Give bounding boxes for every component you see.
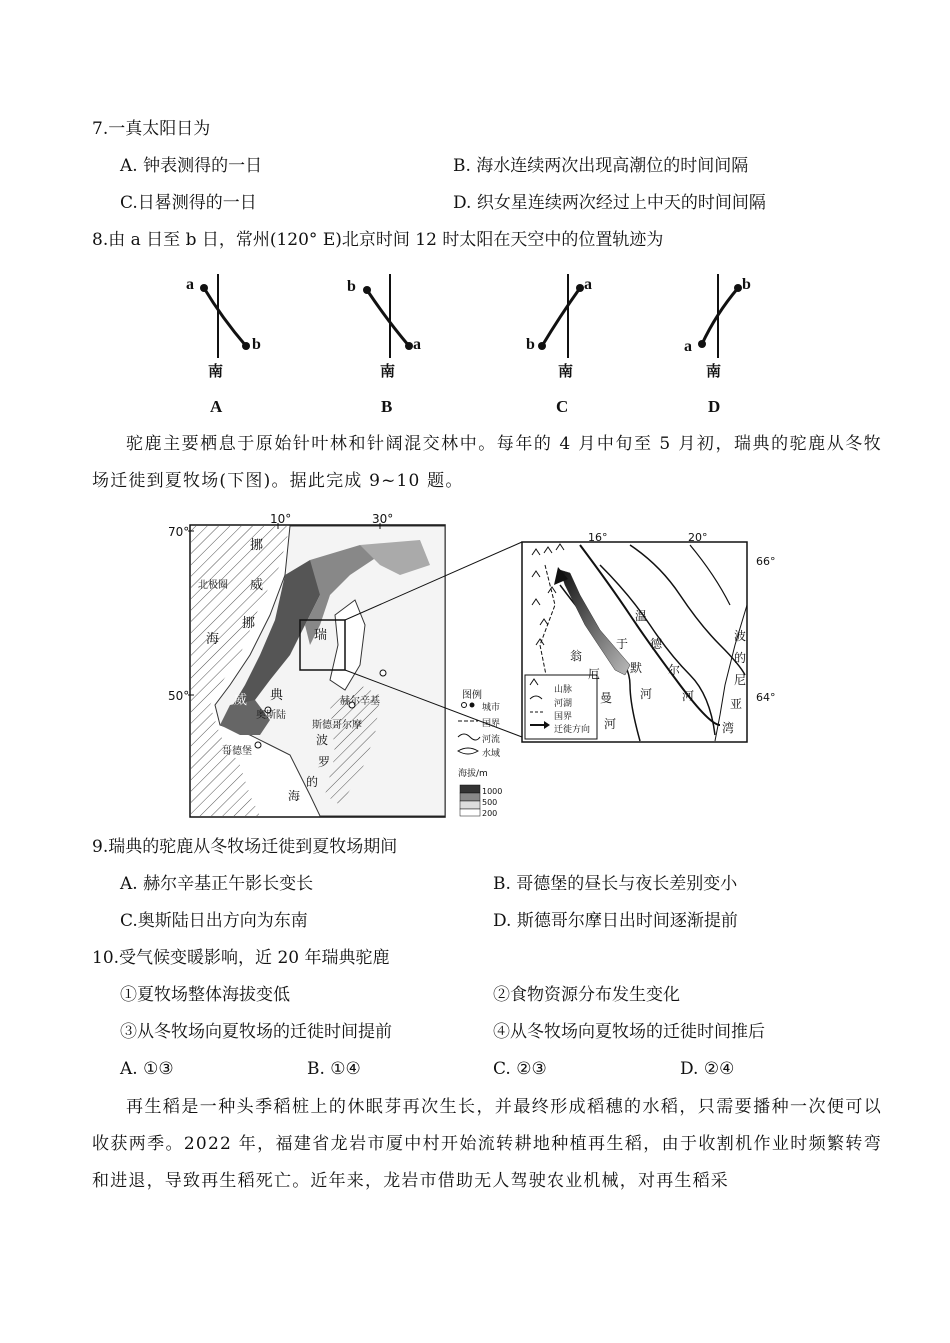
elev-1000: 1000 — [482, 787, 503, 796]
river-label: 翁 — [570, 649, 583, 663]
label-baltic: 罗 — [318, 755, 331, 769]
label-baltic: 海 — [288, 789, 301, 803]
q9-option-d: D. 斯德哥尔摩日出时间逐渐提前 — [493, 911, 738, 931]
gulf-label: 尼 — [734, 673, 747, 687]
lon-label: 30° — [372, 512, 394, 526]
lat-label: 50° — [168, 689, 190, 703]
river-label: 曼 — [600, 691, 613, 705]
label-sweden: 典 — [270, 688, 284, 703]
label-sweden: 瑞 — [314, 628, 328, 643]
q7-stem: 7.一真太阳日为 — [92, 119, 211, 139]
q8-diagram-c — [520, 270, 610, 420]
gulf-label: 湾 — [722, 721, 735, 735]
intro-paragraph: 驼鹿主要栖息于原始针叶林和针阔混交林中。每年的 4 月中旬至 5 月初，瑞典的驼鹿从冬牧场迁徙到夏牧场(下图)。据此完成 9~10 题。 — [92, 434, 882, 491]
label-sea: 海 — [206, 632, 220, 647]
elev-200: 200 — [482, 809, 498, 818]
option-letter: A — [210, 397, 223, 416]
q10-statement-1: ①夏牧场整体海拔变低 — [120, 985, 290, 1005]
lat-label: 70° — [168, 525, 190, 539]
legend-border: 国界 — [482, 719, 501, 729]
label-baltic: 波 — [316, 733, 329, 747]
inset-lon: 16° — [588, 531, 608, 544]
q7-option-c: C.日晷测得的一日 — [120, 193, 257, 213]
point-label: b — [742, 276, 751, 293]
river-label: 温 — [635, 609, 648, 623]
river-label: 河 — [604, 717, 617, 731]
q10-option-b: B. ①④ — [307, 1059, 361, 1079]
q10-statement-3: ③从冬牧场向夏牧场的迁徙时间提前 — [120, 1022, 392, 1042]
south-label: 南 — [558, 363, 574, 380]
point-label: a — [584, 276, 592, 293]
q10-stem: 10.受气候变暖影响，近 20 年瑞典驼鹿 — [92, 948, 390, 968]
option-letter: D — [708, 397, 721, 416]
gulf-label: 的 — [734, 651, 747, 665]
legend-elevation: 海拔/m — [458, 769, 488, 779]
inset-legend-mountain: 山脉 — [554, 685, 573, 695]
option-letter: C — [556, 397, 569, 416]
q8-diagram-b — [345, 270, 435, 420]
inset-lat: 66° — [756, 555, 776, 568]
river-label: 德 — [650, 637, 663, 651]
label-norway: 威 — [234, 693, 248, 708]
point-label: b — [526, 336, 535, 353]
q10-statement-4: ④从冬牧场向夏牧场的迁徙时间推后 — [493, 1022, 765, 1042]
passage-paragraph: 再生稻是一种头季稻桩上的休眠芽再次生长，并最终形成稻穗的水稻，只需要播种一次便可以收获两季。2022 年，福建省龙岩市厦中村开始流转耕地种植再生稻，由于收割机作业时频繁转弯和进退，导致再生稻死亡。近年来，龙岩市借助无人驾驶农业机械，对再生稻采 — [92, 1097, 882, 1191]
label-stockholm: 斯德哥尔摩 — [312, 720, 362, 731]
q9-option-a: A. 赫尔辛基正午影长变长 — [120, 874, 314, 894]
lon-label: 10° — [270, 512, 292, 526]
sun-path-d — [680, 270, 770, 380]
label-baltic: 的 — [306, 775, 319, 789]
label-arctic-circle: 北极圈 — [198, 580, 228, 591]
point-label: b — [347, 278, 356, 295]
point-label: a — [684, 338, 692, 355]
legend-river: 河流 — [482, 735, 501, 745]
q10-option-c: C. ②③ — [493, 1059, 547, 1079]
label-norway: 挪 — [242, 616, 256, 631]
q9-option-c: C.奥斯陆日出方向为东南 — [120, 911, 308, 931]
gulf-label: 波 — [734, 629, 747, 643]
south-label: 南 — [380, 363, 396, 380]
q8-diagram-a — [180, 270, 270, 420]
river-label: 河 — [640, 687, 653, 701]
legend-city: 城市 — [482, 703, 501, 713]
q10-option-a: A. ①③ — [120, 1059, 174, 1079]
inset-legend-route: 迁徙方向 — [554, 725, 591, 735]
point-label: a — [186, 276, 194, 293]
river-label: 河 — [682, 689, 695, 703]
label-norway: 挪 — [250, 538, 264, 553]
inset-lat: 64° — [756, 691, 776, 704]
south-label: 南 — [208, 363, 224, 380]
q9-stem: 9.瑞典的驼鹿从冬牧场迁徙到夏牧场期间 — [92, 837, 398, 857]
q9-option-b: B. 哥德堡的昼长与夜长差别变小 — [493, 874, 738, 894]
south-label: 南 — [706, 363, 722, 380]
inset-lon: 20° — [688, 531, 708, 544]
inset-legend-lake: 河湖 — [554, 699, 573, 709]
river-label: 默 — [630, 661, 643, 675]
label-oslo: 奥斯陆 — [256, 710, 286, 721]
gulf-label: 亚 — [730, 697, 743, 711]
q7-option-b: B. 海水连续两次出现高潮位的时间间隔 — [453, 156, 749, 176]
q8-diagram-d — [680, 270, 770, 420]
elev-500: 500 — [482, 798, 498, 807]
river-label: 尔 — [668, 663, 681, 677]
q10-option-d: D. ②④ — [680, 1059, 735, 1079]
label-norway: 威 — [250, 578, 264, 593]
legend-title: 图例 — [462, 690, 482, 701]
q10-statement-2: ②食物资源分布发生变化 — [493, 985, 680, 1005]
q7-option-a: A. 钟表测得的一日 — [120, 156, 263, 176]
inset-legend-border: 国界 — [554, 712, 573, 722]
label-helsinki: 赫尔辛基 — [340, 696, 380, 707]
river-label: 厄 — [588, 667, 601, 681]
point-label: a — [413, 336, 421, 353]
option-letter: B — [381, 397, 393, 416]
label-gothenburg: 哥德堡 — [222, 746, 252, 757]
point-label: b — [252, 336, 261, 353]
map-figure — [160, 505, 780, 820]
legend-water: 水域 — [482, 749, 501, 759]
q7-option-d: D. 织女星连续两次经过上中天的时间间隔 — [453, 193, 766, 213]
river-label: 于 — [616, 637, 629, 651]
q8-stem: 8.由 a 日至 b 日，常州(120° E)北京时间 12 时太阳在天空中的位置轨迹为 — [92, 230, 664, 250]
